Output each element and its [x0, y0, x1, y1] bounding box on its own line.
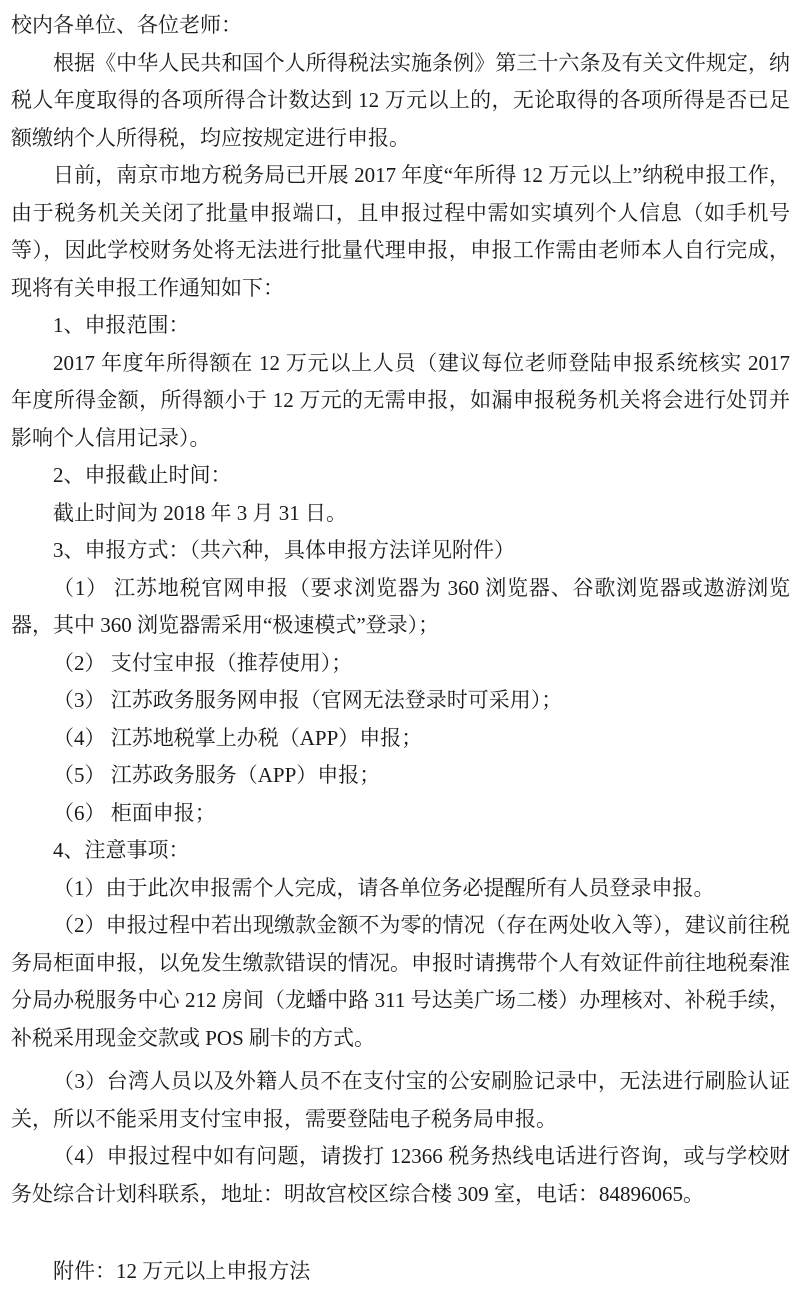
- note-item-2: （2）申报过程中若出现缴款金额不为零的情况（存在两处收入等），建议前往税务局柜面申报，以免发生缴款错误的情况。申报时请携带个人有效证件前往地税秦淮分局办税服务中心 212 房间（龙蟠中路 311 号达美广场二楼）办理核对、补税手续，补税采用现金交款或 POS 刷卡的方式。: [11, 913, 790, 1050]
- method-item-4: （4） 江苏地税掌上办税（APP）申报；: [53, 725, 423, 750]
- para-legal-basis: 根据《中华人民共和国个人所得税法实施条例》第三十六条及有关文件规定，纳税人年度取得的各项所得合计数达到 12 万元以上的，无论取得的各项所得是否已足额缴纳个人所得税，均应按规定进行申报。: [11, 50, 790, 150]
- method-item-6: （6） 柜面申报；: [53, 800, 216, 825]
- method-item-5: （5） 江苏政务服务（APP）申报；: [53, 763, 381, 787]
- para-scope-detail: 2017 年度年所得额在 12 万元以上人员（建议每位老师登陆申报系统核实 2017 年度所得金额，所得额小于 12 万元的无需申报，如漏申报税务机关将会进行处罚并影响个人信用记录）。: [11, 350, 790, 450]
- heading-methods: 3、申报方式：（共六种，具体申报方法详见附件）: [53, 538, 515, 562]
- note-item-3: （3）台湾人员以及外籍人员不在支付宝的公安刷脸记录中，无法进行刷脸认证关，所以不能采用支付宝申报，需要登陆电子税务局申报。: [11, 1069, 790, 1131]
- note-item-4: （4）申报过程中如有问题，请拨打 12366 税务热线电话进行咨询，或与学校财务处综合计划科联系，地址：明故宫校区综合楼 309 室，电话：84896065。: [11, 1144, 790, 1206]
- method-item-3: （3） 江苏政务服务网申报（官网无法登录时可采用）；: [53, 688, 563, 712]
- heading-scope: 1、申报范围：: [53, 313, 190, 337]
- heading-deadline: 2、申报截止时间：: [53, 463, 232, 487]
- para-background: 日前，南京市地方税务局已开展 2017 年度“年所得 12 万元以上”纳税申报工作，由于税务机关关闭了批量申报端口，且申报过程中需如实填列个人信息（如手机号等），因此学校财务处将无法进行批量代理申报，申报工作需由老师本人自行完成，现将有关申报工作通知如下：: [11, 163, 790, 300]
- attachment-line: 附件：12 万元以上申报方法: [53, 1259, 311, 1283]
- salutation: 校内各单位、各位老师：: [11, 13, 242, 37]
- para-deadline: 截止时间为 2018 年 3 月 31 日。: [53, 500, 347, 525]
- method-item-1: （1） 江苏地税官网申报（要求浏览器为 360 浏览器、谷歌浏览器或遨游浏览器，其中 360 浏览器需采用“极速模式”登录）；: [11, 575, 790, 637]
- heading-notes: 4、注意事项：: [53, 838, 190, 862]
- method-item-2: （2） 支付宝申报（推荐使用）；: [53, 650, 353, 675]
- note-item-1: （1）由于此次申报需个人完成，请各单位务必提醒所有人员登录申报。: [53, 875, 715, 900]
